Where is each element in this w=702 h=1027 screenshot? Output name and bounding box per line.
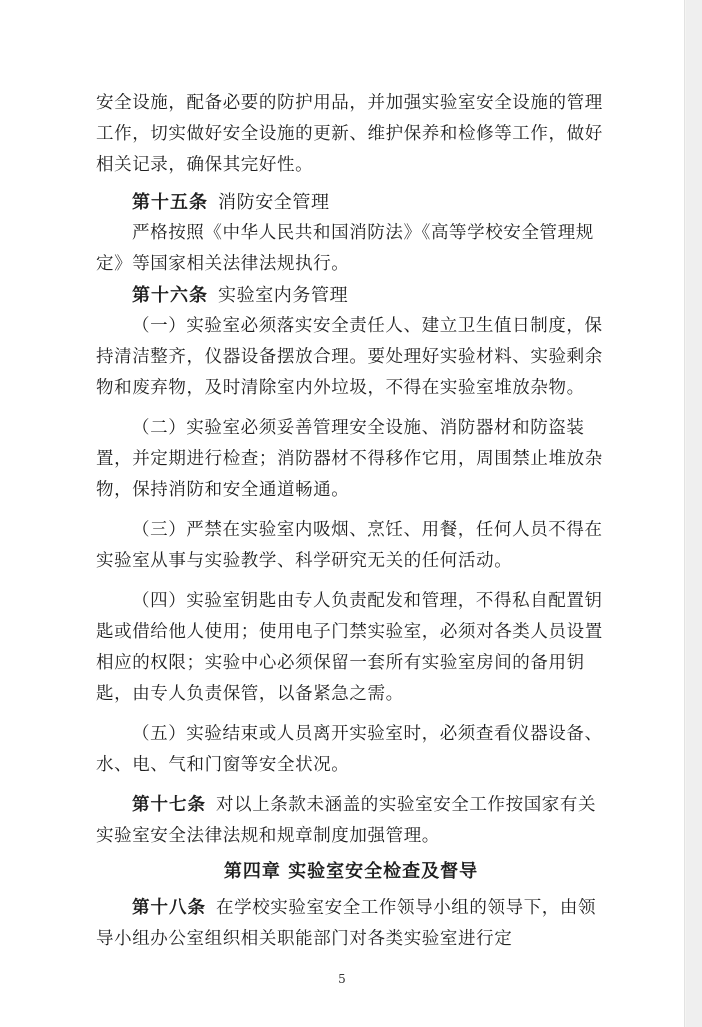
paragraph-item-5: （五）实验结束或人员离开实验室时，必须查看仪器设备、水、电、气和门窗等安全状况。 bbox=[96, 724, 603, 775]
paragraph-item-3: （三）严禁在实验室内吸烟、烹饪、用餐，任何人员不得在实验室从事与实验教学、科学研究无关的任何活动。 bbox=[96, 520, 603, 571]
article-heading-16 bbox=[96, 280, 606, 311]
article-text: 在学校实验室安全工作领导小组的领导下，由领导小组办公室组织相关职能部门对各类实验室进行定 bbox=[96, 898, 597, 949]
paragraph-article-17 bbox=[96, 790, 606, 852]
paragraph-item-4: （四）实验室钥匙由专人负责配发和管理，不得私自配置钥匙或借给他人使用；使用电子门禁实验室，必须对各类人员设置相应的权限；实验中心必须保留一套所有实验室房间的备用钥匙，由专人负责保管，以备紧急之需。 bbox=[96, 591, 603, 704]
article-label: 第十七条 bbox=[132, 795, 206, 815]
paragraph-article-18 bbox=[96, 893, 606, 955]
chapter-heading: 第四章 实验室安全检查及督导 bbox=[223, 861, 479, 882]
article-label: 第十六条 bbox=[132, 285, 208, 306]
paragraph-item-2: （二）实验室必须妥善管理安全设施、消防器材和防盗装置，并定期进行检查；消防器材不得移作它用，周围禁止堆放杂物，保持消防和安全通道畅通。 bbox=[96, 418, 603, 500]
paragraph-item-1: （一）实验室必须落实安全责任人、建立卫生值日制度，保持清洁整齐，仪器设备摆放合理。要处理好实验材料、实验剩余物和废弃物，及时清除室内外垃圾，不得在实验室堆放杂物。 bbox=[96, 316, 603, 398]
article-text: 对以上条款未涵盖的实验室安全工作按国家有关实验室安全法律法规和规章制度加强管理。 bbox=[96, 795, 597, 846]
article-label: 第十八条 bbox=[132, 898, 206, 918]
paragraph-fire-safety: 严格按照《中华人民共和国消防法》《高等学校安全管理规定》等国家相关法律法规执行。 bbox=[96, 223, 594, 274]
article-title: 消防安全管理 bbox=[218, 192, 330, 213]
article-heading-15 bbox=[96, 187, 606, 218]
article-label: 第十五条 bbox=[132, 192, 208, 213]
article-title: 实验室内务管理 bbox=[218, 285, 349, 306]
paragraph-safety-facilities: 安全设施，配备必要的防护用品，并加强实验室安全设施的管理工作，切实做好安全设施的更新、维护保养和检修等工作，做好相关记录，确保其完好性。 bbox=[96, 93, 603, 175]
page-number: 5 bbox=[338, 972, 346, 986]
document-body bbox=[96, 88, 606, 955]
scan-edge bbox=[686, 0, 702, 1027]
